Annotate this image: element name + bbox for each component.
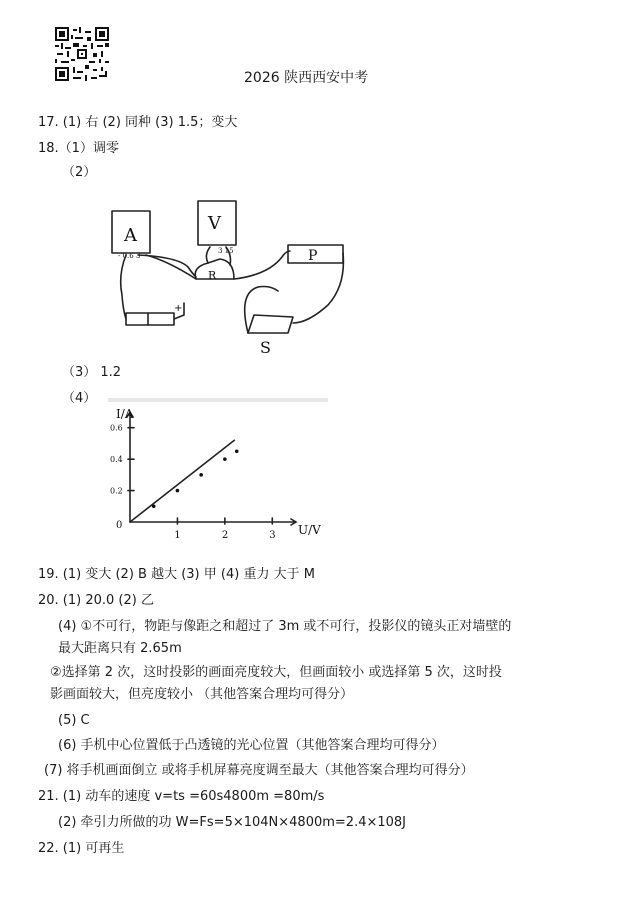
iu-graph (108, 398, 328, 546)
data-point (176, 489, 180, 493)
voltmeter-terminals: 3 15 (218, 247, 234, 255)
answer-20-4-line4: 影画面较大，但亮度较小 （其他答案合理均可得分） (50, 687, 354, 702)
answer-20-4-line3: ②选择第 2 次，这时投影的画面亮度较大，但画面较小 或选择第 5 次，这时投 (50, 665, 502, 680)
data-point (223, 457, 227, 461)
answer-18-1: 18.（1）调零 (38, 141, 119, 156)
x-axis-label: U/V (298, 523, 321, 537)
x-tick-label: 2 (221, 530, 229, 541)
page-title: 2026 陕西西安中考 (244, 70, 369, 86)
qr-code-icon (55, 27, 109, 81)
answer-20-4-line1: (4) ①不可行，物距与像距之和超过了 3m 或不可行，投影仪的镜头正对墙壁的 (58, 619, 512, 634)
answer-21-2: (2) 牵引力所做的功 W=Fs=5×104N×4800m=2.4×108J (58, 815, 407, 830)
rheostat-label: P (308, 248, 318, 264)
answer-20: 20. (1) 20.0 (2) 乙 (38, 593, 154, 608)
data-point (199, 473, 203, 477)
fit-line (130, 440, 234, 522)
origin-label: 0 (116, 520, 123, 531)
answer-20-7: (7) 将手机画面倒立 或将手机屏幕亮度调至最大（其他答案合理均可得分） (44, 763, 474, 778)
y-tick-label: 0.4 (110, 455, 123, 465)
answer-20-6: (6) 手机中心位置低于凸透镜的光心位置（其他答案合理均可得分） (58, 738, 445, 753)
voltmeter-label: V (208, 213, 221, 234)
answer-21-1: 21. (1) 动车的速度 v=ts =60s4800m =80m/s (38, 789, 325, 804)
answer-18-4-label: （4） (62, 391, 97, 406)
answer-19: 19. (1) 变大 (2) B 越大 (3) 甲 (4) 重力 大于 M (38, 567, 315, 582)
resistor-label: R (208, 269, 217, 282)
battery-plus-sign: + (174, 303, 183, 314)
y-tick-label: 0.6 (110, 423, 123, 433)
x-tick-label: 3 (269, 530, 276, 541)
answer-18-3: （3） 1.2 (62, 365, 122, 380)
ammeter-terminals: - 0.6 3 (118, 252, 141, 260)
y-axis-label: I/A (116, 407, 134, 421)
x-axis (130, 519, 296, 525)
battery-body (126, 313, 174, 325)
switch-body (248, 315, 293, 333)
data-point (152, 504, 156, 508)
answer-18-2-label: （2） (62, 165, 97, 180)
ammeter-label: A (124, 225, 137, 246)
x-tick-label: 1 (174, 530, 181, 541)
y-tick-label: 0.2 (110, 486, 123, 496)
answer-17: 17. (1) 右 (2) 同种 (3) 1.5；变大 (38, 115, 238, 130)
answer-22: 22. (1) 可再生 (38, 841, 125, 856)
switch-label: S (260, 338, 271, 357)
answer-20-4-line2: 最大距离只有 2.65m (58, 641, 182, 656)
data-point (235, 449, 239, 453)
answer-20-5: (5) C (58, 713, 90, 728)
circuit-sketch (108, 195, 353, 360)
